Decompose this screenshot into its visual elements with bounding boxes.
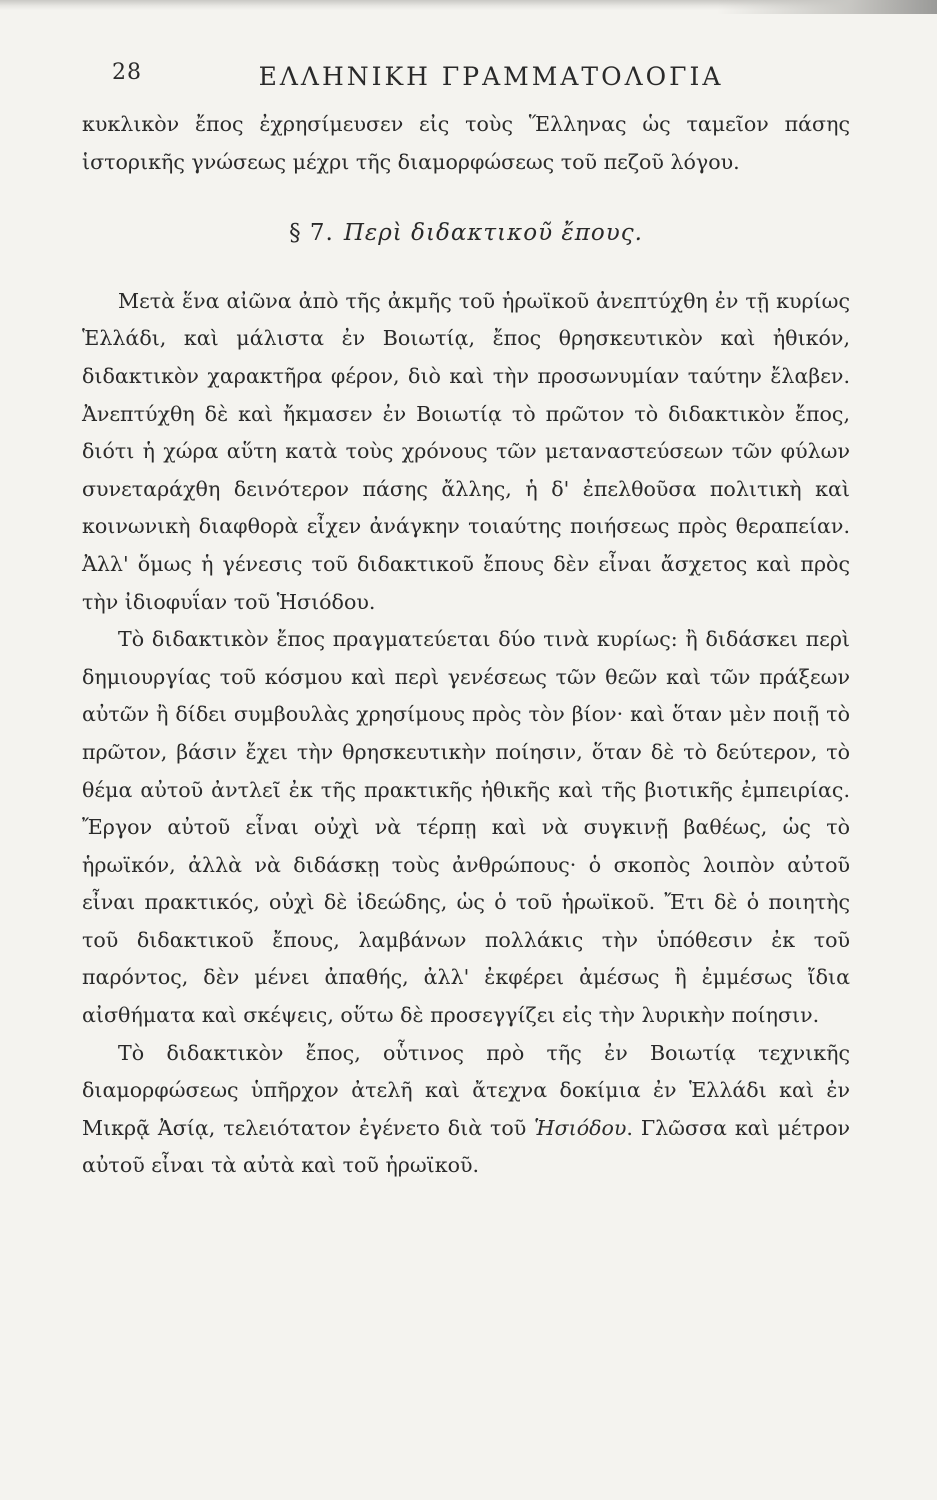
- running-head: [82, 54, 850, 106]
- scan-corner-shadow: [717, 0, 937, 14]
- book-page: [82, 54, 850, 1185]
- paragraph: Τὸ διδακτικὸν ἔπος πραγματεύεται δύο τινὰ κυρίως: ἢ διδάσκει περὶ δημιουργίας τοῦ κόσμου καὶ περὶ γενέσεως τῶν θεῶν καὶ τῶν πράξεων αὐτῶν ἢ δίδει συμβουλὰς χρησίμους πρὸς τὸν βίον· καὶ ὅταν μὲν ποιῇ τὸ πρῶτον, βάσιν ἔχει τὴν θρησκευτικὴν ποίησιν, ὅταν δὲ τὸ δεύτερον, τὸ θέμα αὐτοῦ ἀντλεῖ ἐκ τῆς πρακτικῆς ἠθικῆς καὶ τῆς βιοτικῆς ἐμπειρίας. Ἔργον αὐτοῦ εἶναι οὐχὶ νὰ τέρπῃ καὶ νὰ συγκινῇ βαθέως, ὡς τὸ ἡρωϊκόν, ἀλλὰ νὰ διδάσκῃ τοὺς ἀνθρώπους· ὁ σκοπὸς λοιπὸν αὐτοῦ εἶναι πρακτικός, οὐχὶ δὲ ἰδεώδης, ὡς ὁ τοῦ ἡρωϊκοῦ. Ἔτι δὲ ὁ ποιητὴς τοῦ διδακτικοῦ ἔπους, λαμβάνων πολλάκις τὴν ὑπόθεσιν ἐκ τοῦ παρόντος, δὲν μένει ἀπαθής, ἀλλ' ἐκφέρει ἀμέσως ἢ ἐμμέσως ἴδια αἰσθήματα καὶ σκέψεις, οὕτω δὲ προσεγγίζει εἰς τὴν λυρικὴν ποίησιν.: [82, 627, 850, 1028]
- paragraph: Μετὰ ἕνα αἰῶνα ἀπὸ τῆς ἀκμῆς τοῦ ἡρωϊκοῦ ἀνεπτύχθη ἐν τῇ κυρίως Ἑλλάδι, καὶ μάλιστα ἐν Βοιωτίᾳ, ἔπος θρησκευτικὸν καὶ ἠθικόν, διδακτικὸν χαρακτῆρα φέρον, διὸ καὶ τὴν προσωνυμίαν ταύτην ἔλαβεν. Ἀνεπτύχθη δὲ καὶ ἤκμασεν ἐν Βοιωτίᾳ τὸ πρῶτον τὸ διδακτικὸν ἔπος, διότι ἡ χώρα αὕτη κατὰ τοὺς χρόνους τῶν μεταναστεύσεων τῶν φύλων συνεταράχθη δεινότερον πάσης ἄλλης, ἡ δ' ἐπελθοῦσα πολιτικὴ καὶ κοινωνικὴ διαφθορὰ εἶχεν ἀνάγκην τοιαύτης ποιήσεως πρὸς θεραπείαν. Ἀλλ' ὅμως ἡ γένεσις τοῦ διδακτικοῦ ἔπους δὲν εἶναι ἄσχετος καὶ πρὸς τὴν ἰδιοφυΐαν τοῦ Ἡσιόδου.: [82, 288, 850, 614]
- paragraph-text-end: . Γλῶσσα καὶ μέτρον αὐτοῦ εἶναι τὰ αὐτὰ καὶ τοῦ ἡρωϊκοῦ.: [82, 1115, 850, 1178]
- intro-paragraph: κυκλικὸν ἔπος ἐχρησίμευσεν εἰς τοὺς Ἕλληνας ὡς ταμεῖον πάσης ἱστορικῆς γνώσεως μέχρι τῆς διαμορφώσεως τοῦ πεζοῦ λόγου.: [82, 112, 850, 174]
- paragraph-last: [82, 1035, 850, 1185]
- paragraph-text: Τὸ διδακτικὸν ἔπος, οὗτινος πρὸ τῆς ἐν Βοιωτίᾳ τεχνικῆς διαμορφώσεως ὑπῆρχον ἀτελῆ καὶ ἄτεχνα δοκίμια ἐν Ἑλλάδι καὶ ἐν Μικρᾷ Ἀσίᾳ, τελειότατον ἐγένετο διὰ τοῦ: [82, 1040, 850, 1140]
- section-title: Περὶ διδακτικοῦ ἔπους.: [343, 220, 643, 247]
- author-name: Ἡσιόδου: [534, 1115, 627, 1140]
- body-text: [82, 106, 850, 1185]
- section-number: § 7.: [289, 220, 334, 247]
- section-heading: [82, 215, 850, 253]
- page-number: 28: [112, 60, 142, 85]
- running-title: ΕΛΛΗΝΙΚΗ ΓΡΑΜΜΑΤΟΛΟΓΙΑ: [258, 62, 724, 91]
